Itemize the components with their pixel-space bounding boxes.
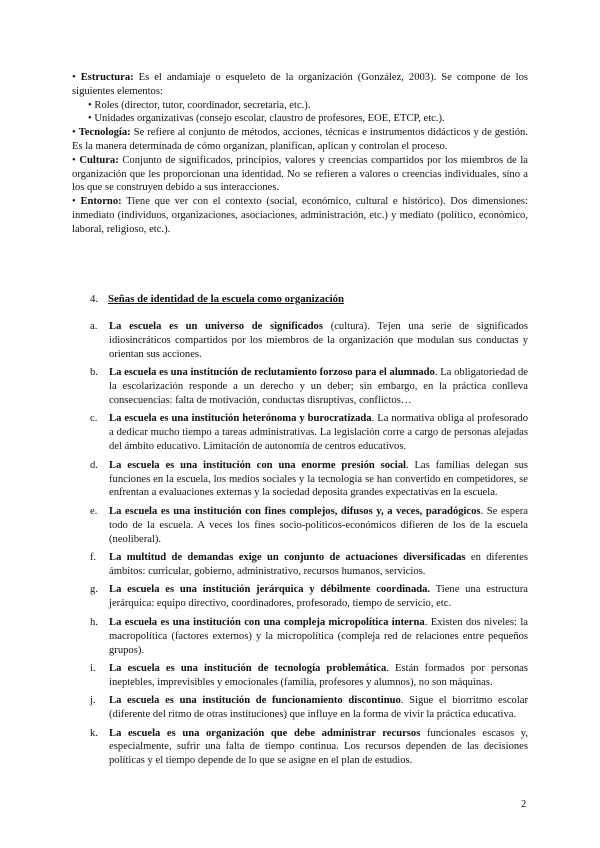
item-bold-statement: La escuela es una institución con una compleja micropolítica interna bbox=[109, 616, 425, 628]
bullet-text: Es el andamiaje o esqueleto de la organización (González, 2003). Se compone de los siguientes elementos: bbox=[72, 72, 528, 97]
list-item bbox=[90, 320, 528, 362]
bullet-mark: • bbox=[72, 196, 76, 208]
list-item bbox=[90, 727, 528, 769]
list-item bbox=[90, 583, 528, 611]
item-bold-statement: La escuela es una institución con fines complejos, difusos y, a veces, paradógicos bbox=[109, 505, 481, 517]
item-letter: h. bbox=[90, 616, 98, 628]
item-text: . Las familias delegan sus funciones en la escuela, los medios sociales y la tecnología se han convertido en competidores, se enfrentan a evaluaciones externas y la sociedad deposita grandes expectativas en la escuela. bbox=[109, 459, 528, 499]
item-bold-statement: La escuela es una institución de funcionamiento discontinuo bbox=[109, 695, 401, 707]
item-bold-statement: La escuela es un universo de significados bbox=[109, 321, 323, 332]
bullet-text: Se refiere al conjunto de métodos, acciones, técnicas e instrumentos didácticos y de gestión. Es la manera determinada de cómo organizan, planifican, aplican y controlan el proceso. bbox=[72, 127, 528, 152]
item-letter: f. bbox=[90, 552, 97, 564]
item-letter: k. bbox=[90, 727, 98, 739]
bullet-mark: • bbox=[88, 113, 92, 125]
sub-bullet bbox=[72, 99, 528, 113]
item-text: . La normativa obliga al profesorado a dedicar mucho tiempo a tareas administrativas. La legislación corre a cargo de personas alejadas del ámbito educativo. Limitación de autonomía de centros educativos. bbox=[109, 413, 529, 453]
bullet-paragraph bbox=[72, 154, 528, 195]
list-item bbox=[90, 366, 528, 408]
bullet-mark: • bbox=[72, 127, 76, 139]
item-bold-statement: La escuela es una institución heterónoma y burocratizada bbox=[109, 413, 372, 425]
section-heading bbox=[90, 293, 344, 305]
item-letter: d. bbox=[90, 459, 98, 471]
item-bold-statement: La escuela es una institución de reclutamiento forzoso para el alumnado bbox=[109, 367, 435, 379]
list-item bbox=[90, 616, 528, 658]
sub-bullet bbox=[72, 112, 528, 126]
bullet-text: Roles (director, tutor, coordinador, secretaria, etc.). bbox=[94, 99, 311, 111]
section-number: 4. bbox=[90, 293, 99, 305]
item-text: . Se espera todo de la escuela. A veces los fines socio-políticos-económicos difieren de los de la escuela (neoliberal). bbox=[109, 505, 528, 545]
bullet-text: Unidades organizativas (consejo escolar, claustro de profesores, EOE, ETCP, etc.). bbox=[94, 113, 445, 125]
item-letter: g. bbox=[90, 584, 98, 596]
intro-bullets bbox=[72, 71, 528, 237]
item-letter: e. bbox=[90, 505, 98, 517]
item-bold-statement: La escuela es una organización que debe administrar recursos bbox=[109, 727, 421, 739]
item-text: . Están formados por personas ineptebles, imprevisibles y emocionales (familia, profesores y alumnos), no son máquinas. bbox=[109, 662, 529, 688]
section-title: Señas de identidad de la escuela como organización bbox=[108, 293, 345, 305]
bullet-paragraph bbox=[72, 126, 528, 154]
bullet-text: Conjunto de significados, principios, valores y creencias compartidos por los miembros de la organización que les proporcionan una identidad. No se refieren a valores o creencias individuales, sino a los que se construyen debido a sus interacciones. bbox=[72, 154, 528, 194]
bullet-text: Tiene que ver con el contexto (social, económico, cultural e histórico). Dos dimensiones: inmediato (individuos, organizaciones, asociaciones, administración, etc.) y mediato (político, económico, laboral, religioso, etc.). bbox=[72, 196, 528, 235]
item-text: funcionales escasos y, especialmente, sufrir una falta de tiempo continua. Los recursos dependen de las decisiones políticas y el tiempo depende de lo que se asigne en el plan de estudios. bbox=[109, 727, 528, 767]
list-item bbox=[90, 551, 528, 579]
bullet-mark: • bbox=[72, 154, 76, 166]
item-text: (cultura). Tejen una serie de significados idiosincráticos compartidos por los miembros de la organización que modulan sus conductas y orientan sus acciones. bbox=[109, 321, 528, 360]
item-letter: a. bbox=[90, 321, 98, 332]
list-item bbox=[90, 459, 528, 501]
item-text: en diferentes ámbitos: curricular, gobierno, administrativo, recursos humanos, servicios. bbox=[109, 552, 529, 577]
item-bold-statement: La multitud de demandas exige un conjunto de actuaciones diversificadas bbox=[109, 552, 466, 564]
list-item bbox=[90, 694, 528, 722]
identity-list bbox=[90, 320, 528, 773]
bullet-label: Entorno: bbox=[80, 196, 122, 208]
item-text: . Existen dos niveles: la macropolítica (factores externos) y la micropolítica (compleja red de relaciones entre pequeños grupos). bbox=[109, 616, 528, 656]
list-item bbox=[90, 662, 528, 690]
bullet-label: Tecnología: bbox=[78, 127, 131, 139]
list-item bbox=[90, 505, 528, 547]
list-item bbox=[90, 412, 528, 454]
item-bold-statement: La escuela es una institución con una enorme presión social bbox=[109, 459, 406, 471]
bullet-mark: • bbox=[88, 99, 92, 111]
item-bold-statement: La escuela es una institución de tecnología problemática bbox=[109, 662, 387, 674]
item-letter: c. bbox=[90, 413, 98, 425]
bullet-paragraph bbox=[72, 195, 528, 236]
item-bold-statement: La escuela es una institución jerárquica y débilmente coordinada. bbox=[109, 584, 431, 596]
page-number: 2 bbox=[521, 799, 527, 810]
bullet-mark: • bbox=[72, 72, 76, 83]
item-letter: b. bbox=[90, 367, 98, 379]
item-text: Tiene una estructura jerárquica: equipo directivo, coordinadores, profesorado, tiempo de servicio, etc. bbox=[109, 584, 529, 610]
item-letter: j. bbox=[90, 695, 96, 707]
bullet-paragraph bbox=[72, 71, 528, 99]
item-text: . Sigue el biorritmo escolar (diferente del ritmo de otras instituciones) que influye en la forma de vivir la práctica educativa. bbox=[109, 695, 528, 721]
bullet-label: Estructura: bbox=[80, 72, 134, 83]
item-letter: i. bbox=[90, 662, 96, 674]
bullet-label: Cultura: bbox=[79, 154, 119, 166]
item-text: . La obligatoriedad de la escolarización responde a un derecho y un deber; sin embargo, en la práctica conlleva consecuencias: falta de motivación, conductas disruptivas, conflictos… bbox=[109, 367, 528, 407]
